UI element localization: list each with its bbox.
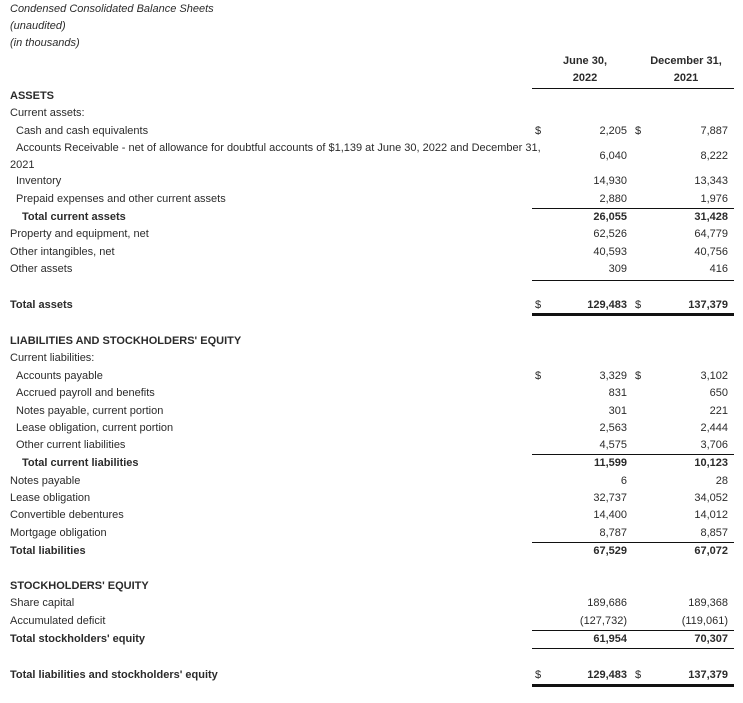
row-label: Share capital bbox=[10, 597, 75, 609]
row-label: Total stockholders' equity bbox=[10, 633, 146, 645]
row-label: Accumulated deficit bbox=[10, 615, 106, 627]
value-june-2022: 3,329 bbox=[599, 370, 627, 382]
value-june-2022: 2,205 bbox=[599, 125, 627, 137]
currency-symbol: $ bbox=[635, 299, 642, 311]
rule bbox=[532, 208, 734, 209]
row-label: Total current liabilities bbox=[22, 457, 139, 469]
value-june-2022: (127,732) bbox=[579, 615, 627, 627]
rule bbox=[532, 542, 734, 543]
value-dec-2021: 28 bbox=[715, 475, 728, 487]
currency-symbol: $ bbox=[535, 669, 542, 681]
value-june-2022: 11,599 bbox=[593, 457, 627, 469]
row-label: Current liabilities: bbox=[10, 352, 95, 364]
currency-symbol: $ bbox=[535, 299, 542, 311]
value-june-2022: 67,529 bbox=[593, 545, 627, 557]
row-label: Total current assets bbox=[22, 211, 126, 223]
double-rule bbox=[532, 313, 734, 316]
value-june-2022: 40,593 bbox=[593, 246, 627, 258]
rule bbox=[532, 454, 734, 455]
value-dec-2021: 67,072 bbox=[694, 545, 728, 557]
row-label: Notes payable, current portion bbox=[16, 405, 164, 417]
row-label: Other intangibles, net bbox=[10, 246, 115, 258]
value-june-2022: 32,737 bbox=[593, 492, 627, 504]
value-june-2022: 62,526 bbox=[593, 228, 627, 240]
value-june-2022: 2,563 bbox=[599, 422, 627, 434]
value-dec-2021: 64,779 bbox=[694, 228, 728, 240]
unaudited-note: (unaudited) bbox=[10, 20, 66, 32]
value-dec-2021: 2,444 bbox=[700, 422, 728, 434]
value-dec-2021: 137,379 bbox=[688, 669, 728, 681]
column-header-june-2022-line2: 2022 bbox=[572, 72, 598, 84]
value-dec-2021: 3,706 bbox=[700, 439, 728, 451]
currency-symbol: $ bbox=[535, 370, 542, 382]
row-label: Prepaid expenses and other current assets bbox=[16, 193, 226, 205]
currency-symbol: $ bbox=[635, 669, 642, 681]
value-dec-2021: 8,222 bbox=[700, 150, 728, 162]
currency-symbol: $ bbox=[635, 125, 642, 137]
value-dec-2021: 31,428 bbox=[694, 211, 728, 223]
row-label-continued: 2021 bbox=[10, 159, 35, 171]
value-dec-2021: 3,102 bbox=[700, 370, 728, 382]
value-dec-2021: 70,307 bbox=[694, 633, 728, 645]
row-label: Cash and cash equivalents bbox=[16, 125, 149, 137]
value-june-2022: 301 bbox=[608, 405, 627, 417]
value-dec-2021: 221 bbox=[709, 405, 728, 417]
currency-symbol: $ bbox=[635, 370, 642, 382]
value-dec-2021: 416 bbox=[709, 263, 728, 275]
value-june-2022: 6 bbox=[620, 475, 627, 487]
value-dec-2021: 13,343 bbox=[694, 175, 728, 187]
value-june-2022: 61,954 bbox=[593, 633, 627, 645]
rule bbox=[532, 648, 734, 649]
header-rule bbox=[532, 88, 734, 89]
value-june-2022: 309 bbox=[608, 263, 627, 275]
value-dec-2021: 137,379 bbox=[688, 299, 728, 311]
value-june-2022: 4,575 bbox=[599, 439, 627, 451]
row-label: Notes payable bbox=[10, 475, 81, 487]
row-label: Convertible debentures bbox=[10, 509, 124, 521]
row-label: Other assets bbox=[10, 263, 73, 275]
row-label: Other current liabilities bbox=[16, 439, 126, 451]
row-label: Current assets: bbox=[10, 107, 85, 119]
row-label: Inventory bbox=[16, 175, 62, 187]
value-june-2022: 14,930 bbox=[593, 175, 627, 187]
row-label: Accounts Receivable - net of allowance for doubtful accounts of $1,139 at June 30, 2022 and December 31, bbox=[16, 142, 541, 154]
value-june-2022: 6,040 bbox=[599, 150, 627, 162]
row-label: Lease obligation, current portion bbox=[16, 422, 174, 434]
units-note: (in thousands) bbox=[10, 37, 80, 49]
row-label: Mortgage obligation bbox=[10, 527, 107, 539]
row-label: Total liabilities bbox=[10, 545, 86, 557]
value-june-2022: 8,787 bbox=[599, 527, 627, 539]
value-june-2022: 129,483 bbox=[587, 669, 627, 681]
row-label: ASSETS bbox=[10, 90, 55, 102]
value-dec-2021: 189,368 bbox=[688, 597, 728, 609]
value-june-2022: 26,055 bbox=[593, 211, 627, 223]
row-label: Accounts payable bbox=[16, 370, 103, 382]
row-label: STOCKHOLDERS' EQUITY bbox=[10, 580, 149, 592]
value-dec-2021: 10,123 bbox=[694, 457, 728, 469]
row-label: Total assets bbox=[10, 299, 73, 311]
row-label: Property and equipment, net bbox=[10, 228, 149, 240]
row-label: Lease obligation bbox=[10, 492, 91, 504]
value-dec-2021: 8,857 bbox=[700, 527, 728, 539]
column-header-dec-2021-line1: December 31, bbox=[650, 55, 722, 67]
value-dec-2021: 1,976 bbox=[700, 193, 728, 205]
value-june-2022: 831 bbox=[608, 387, 627, 399]
value-june-2022: 129,483 bbox=[587, 299, 627, 311]
column-header-june-2022-line1: June 30, bbox=[562, 55, 608, 67]
value-dec-2021: 7,887 bbox=[700, 125, 728, 137]
row-label: Accrued payroll and benefits bbox=[16, 387, 155, 399]
double-rule bbox=[532, 684, 734, 687]
rule bbox=[532, 630, 734, 631]
value-dec-2021: 40,756 bbox=[694, 246, 728, 258]
value-june-2022: 189,686 bbox=[587, 597, 627, 609]
value-june-2022: 2,880 bbox=[599, 193, 627, 205]
rule bbox=[532, 280, 734, 281]
document-title: Condensed Consolidated Balance Sheets bbox=[10, 3, 214, 15]
value-dec-2021: 14,012 bbox=[694, 509, 728, 521]
value-dec-2021: 34,052 bbox=[694, 492, 728, 504]
row-label: Total liabilities and stockholders' equity bbox=[10, 669, 218, 681]
row-label: LIABILITIES AND STOCKHOLDERS' EQUITY bbox=[10, 335, 242, 347]
value-dec-2021: 650 bbox=[709, 387, 728, 399]
column-header-dec-2021-line2: 2021 bbox=[673, 72, 699, 84]
currency-symbol: $ bbox=[535, 125, 542, 137]
value-dec-2021: (119,061) bbox=[681, 615, 728, 627]
value-june-2022: 14,400 bbox=[593, 509, 627, 521]
